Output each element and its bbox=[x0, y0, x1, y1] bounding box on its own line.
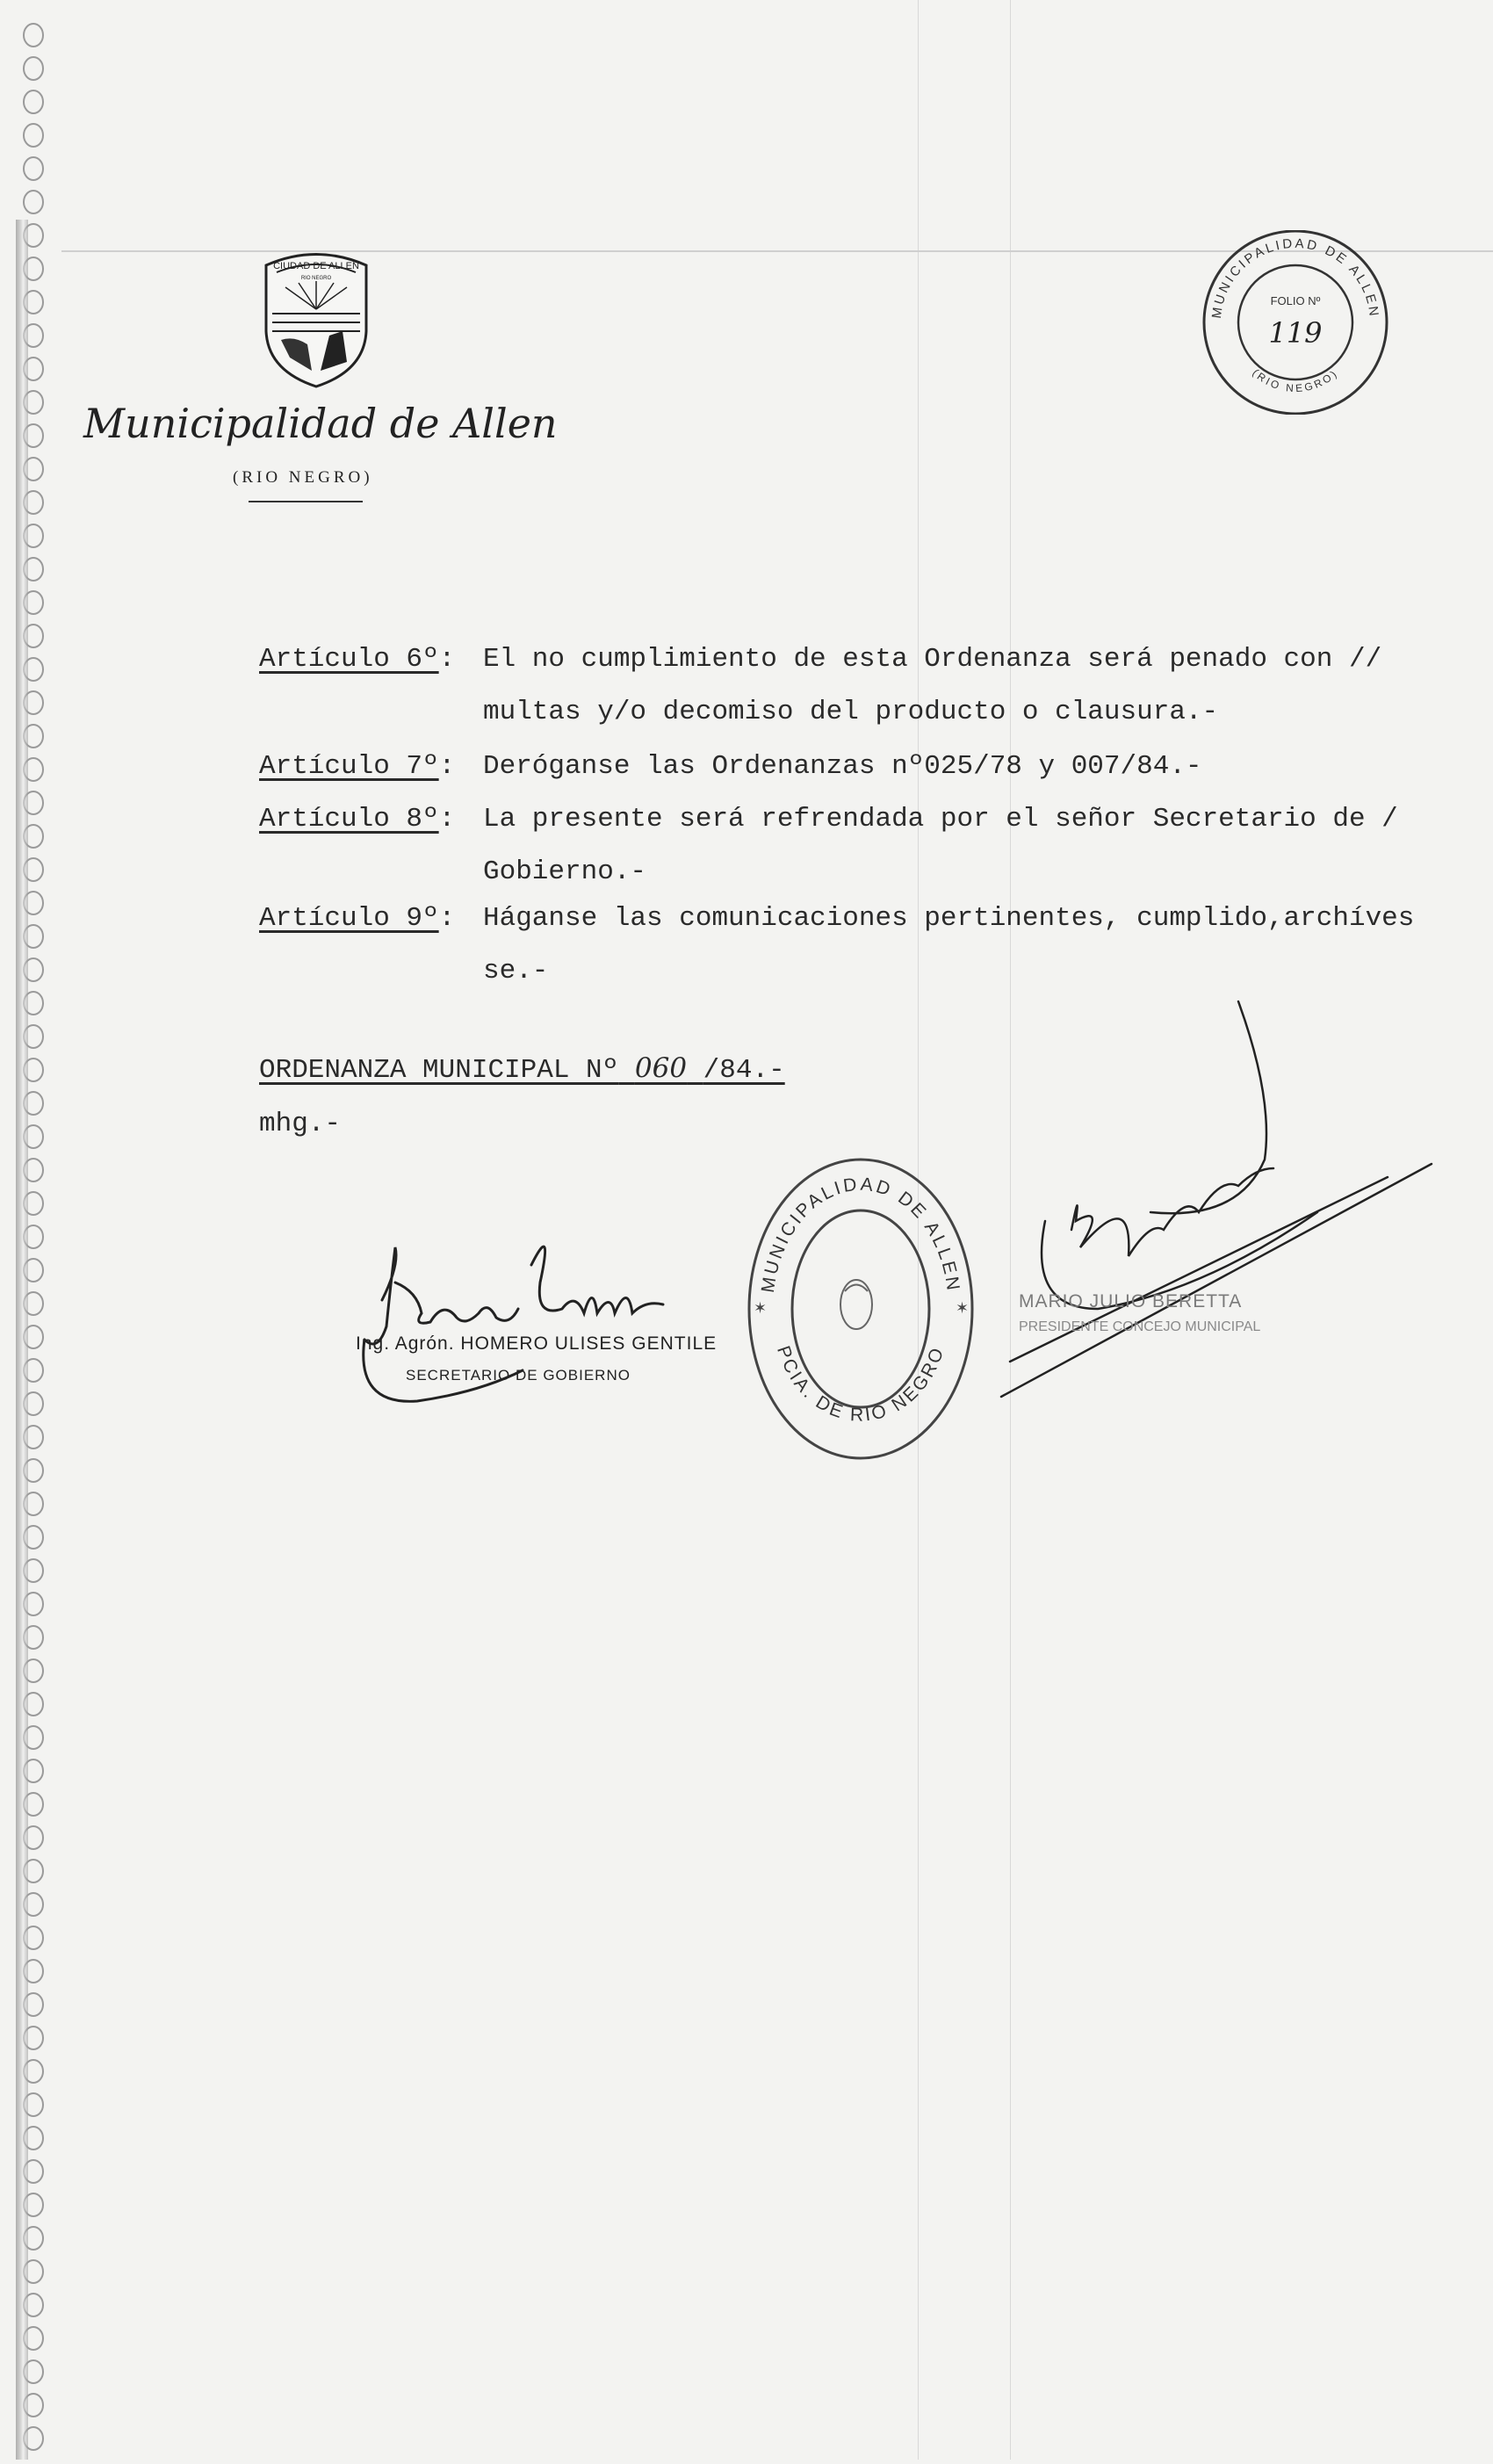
typist-initials: mhg.- bbox=[259, 1109, 342, 1139]
signature-secretary-handwritten bbox=[347, 1230, 681, 1423]
letterhead-underline bbox=[249, 501, 363, 502]
municipal-official-seal bbox=[738, 1146, 984, 1471]
article-text-line: La presente será refrendada por el señor Secretario de / bbox=[483, 804, 1398, 835]
letterhead-title: Municipalidad de Allen bbox=[83, 400, 558, 447]
svg-text:✶: ✶ bbox=[956, 1299, 970, 1318]
article-text-line: Gobierno.- bbox=[483, 856, 647, 887]
binding-hole bbox=[24, 24, 43, 47]
signature-president-title: PRESIDENTE CONCEJO MUNICIPAL bbox=[1019, 1319, 1261, 1334]
signature-secretary-name: Ing. Agrón. HOMERO ULISES GENTILE bbox=[356, 1333, 718, 1354]
signature-president-name: MARIO JULIO BERETTA bbox=[1019, 1291, 1243, 1311]
spiral-binding bbox=[0, 0, 61, 2460]
binding-hole bbox=[24, 90, 43, 113]
article-6 bbox=[259, 646, 455, 673]
municipal-crest-logo bbox=[259, 248, 373, 388]
letterhead-province: (RIO NEGRO) bbox=[233, 468, 373, 487]
signature-secretary-title: SECRETARIO DE GOBIERNO bbox=[406, 1367, 631, 1384]
article-label: Artículo 6º bbox=[259, 644, 439, 675]
article-label: Artículo 9º bbox=[259, 903, 439, 934]
ordenanza-number-line bbox=[259, 1052, 785, 1086]
binding-spine-shadow bbox=[16, 220, 28, 2460]
article-text-line: Háganse las comunicaciones pertinentes, cumplido,archíves bbox=[483, 903, 1415, 934]
article-label: Artículo 7º bbox=[259, 751, 439, 782]
folio-ring-text: MUNICIPALIDAD DE ALLEN bbox=[1208, 235, 1382, 320]
article-label: Artículo 8º bbox=[259, 804, 439, 835]
ordenanza-suffix: /84.- bbox=[703, 1055, 785, 1086]
signature-president-handwritten bbox=[975, 993, 1467, 1520]
article-7 bbox=[259, 753, 455, 780]
binding-hole bbox=[24, 157, 43, 180]
crest-subtext: RIO NEGRO bbox=[300, 276, 332, 281]
ordenanza-prefix: ORDENANZA MUNICIPAL Nº bbox=[259, 1055, 619, 1086]
binding-hole bbox=[24, 57, 43, 80]
article-text-line: El no cumplimiento de esta Ordenanza será penado con // bbox=[483, 644, 1382, 675]
article-text-line: Derógansе las Ordenanzas nº025/78 y 007/84.- bbox=[483, 751, 1202, 782]
binding-hole bbox=[24, 124, 43, 147]
folio-number: 119 bbox=[1268, 316, 1323, 350]
folio-label: FOLIO Nº bbox=[1270, 294, 1321, 307]
seal-ring-bottom-text: PCIA. DE RIO NEGRO bbox=[773, 1343, 949, 1426]
article-text-line: se.- bbox=[483, 956, 549, 986]
ordenanza-number: 060 bbox=[634, 1052, 688, 1084]
binding-hole bbox=[24, 191, 43, 213]
article-separator: : bbox=[438, 751, 456, 782]
binding-holes bbox=[0, 0, 61, 2460]
article-separator: : bbox=[438, 804, 456, 835]
article-9 bbox=[259, 905, 455, 932]
svg-text:MUNICIPALIDAD DE ALLEN bbox=[758, 1174, 963, 1294]
svg-text:✶: ✶ bbox=[754, 1299, 768, 1318]
seal-ring-text: MUNICIPALIDAD DE ALLEN bbox=[757, 1174, 964, 1295]
folio-stamp bbox=[1199, 230, 1392, 415]
article-separator: : bbox=[438, 903, 456, 934]
folio-ring-bottom-text: (RIO NEGRO) bbox=[1250, 366, 1341, 395]
crest-text: CIUDAD DE ALLEN bbox=[273, 261, 359, 271]
article-separator: : bbox=[438, 644, 456, 675]
article-text-line: multas y/o decomiso del producto o clausura.- bbox=[483, 697, 1219, 727]
article-8 bbox=[259, 806, 455, 833]
